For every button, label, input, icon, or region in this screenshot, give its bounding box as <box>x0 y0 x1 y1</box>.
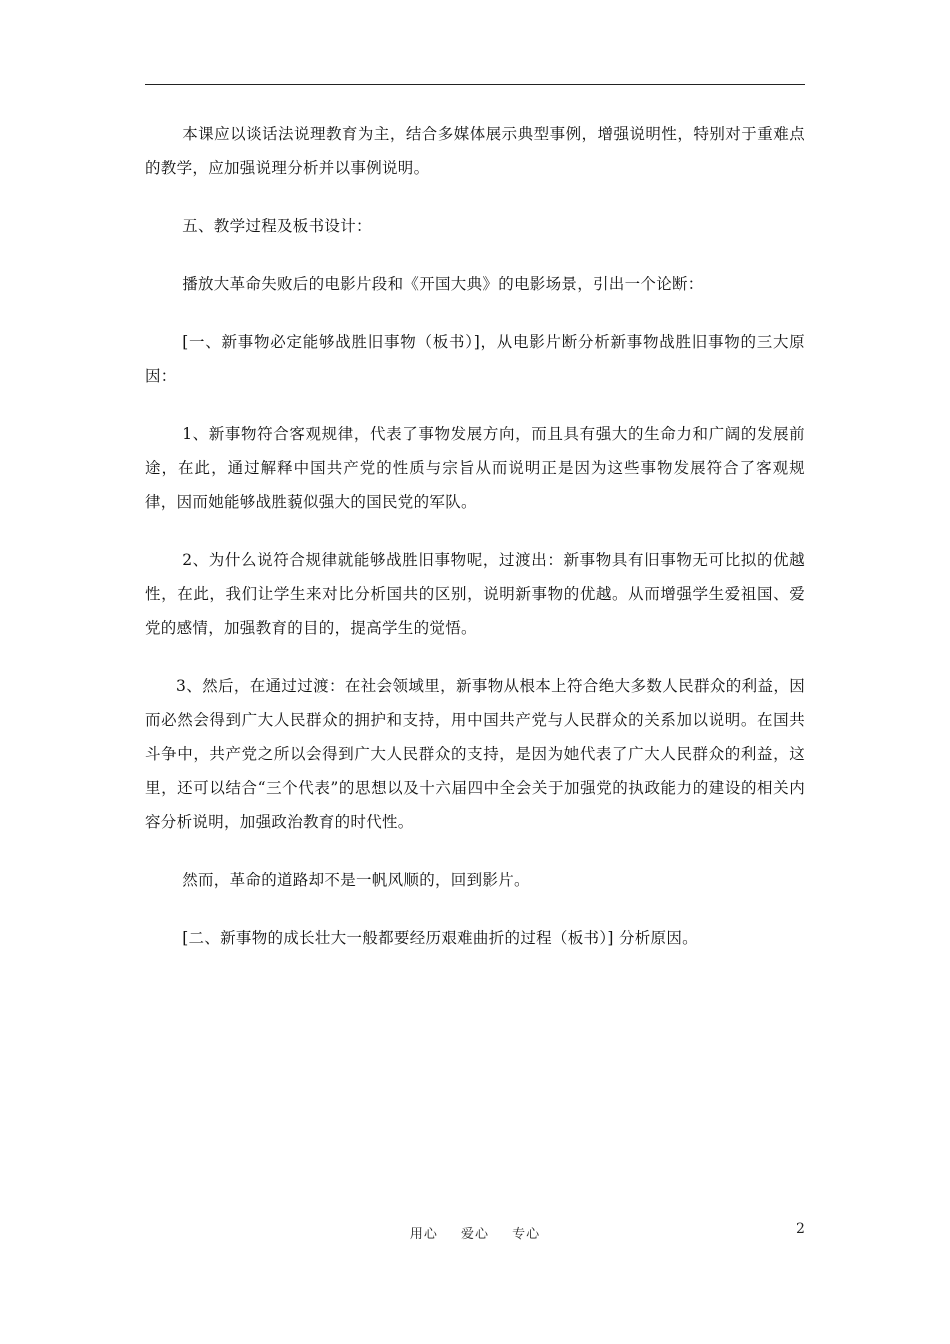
paragraph-point-two: [二、新事物的成长壮大一般都要经历艰难曲折的过程（板书）] 分析原因。 <box>182 929 698 947</box>
footer-motto <box>0 1223 950 1242</box>
paragraph-film-intro: 播放大革命失败后的电影片段和《开国大典》的电影场景，引出一个论断： <box>182 275 704 293</box>
paragraph-reason-3: 3、然后，在通过过渡：在社会领域里，新事物从根本上符合绝大多数人民群众的利益，因而必然会得到广大人民群众的拥护和支持，用中国共产党与人民群众的关系加以说明。在国共斗争中，共产党之所以会得到广大人民群众的支持，是因为她代表了广大人民群众的利益，这里，还可以结合“三个代表”的思想以及十六届四中全会关于加强党的执政能力的建设的相关内容分析说明，加强政治教育的时代性。 <box>145 677 805 831</box>
paragraph-point-one: [一、新事物必定能够战胜旧事物（板书）]，从电影片断分析新事物战胜旧事物的三大原因： <box>145 333 805 385</box>
paragraph-teaching-method: 本课应以谈话法说理教育为主，结合多媒体展示典型事例，增强说明性，特别对于重难点的教学，应加强说理分析并以事例说明。 <box>145 125 805 177</box>
footer-item: 用心 <box>409 1227 438 1242</box>
section-heading-teaching-process: 五、教学过程及板书设计： <box>182 217 372 235</box>
footer-item: 爱心 <box>460 1227 489 1242</box>
paragraph-reason-2: 2、为什么说符合规律就能够战胜旧事物呢，过渡出：新事物具有旧事物无可比拟的优越性，在此，我们让学生来对比分析国共的区别，说明新事物的优越。从而增强学生爱祖国、爱党的感情，加强教育的目的，提高学生的觉悟。 <box>145 551 805 637</box>
page-number: 2 <box>796 1221 805 1237</box>
page-body <box>145 117 805 979</box>
header-rule <box>145 84 805 85</box>
footer-item: 专心 <box>512 1227 541 1242</box>
paragraph-transition: 然而，革命的道路却不是一帆风顺的，回到影片。 <box>182 871 530 889</box>
paragraph-reason-1: 1、新事物符合客观规律，代表了事物发展方向，而且具有强大的生命力和广阔的发展前途，在此，通过解释中国共产党的性质与宗旨从而说明正是因为这些事物发展符合了客观规律，因而她能够战胜藐似强大的国民党的军队。 <box>145 425 805 511</box>
